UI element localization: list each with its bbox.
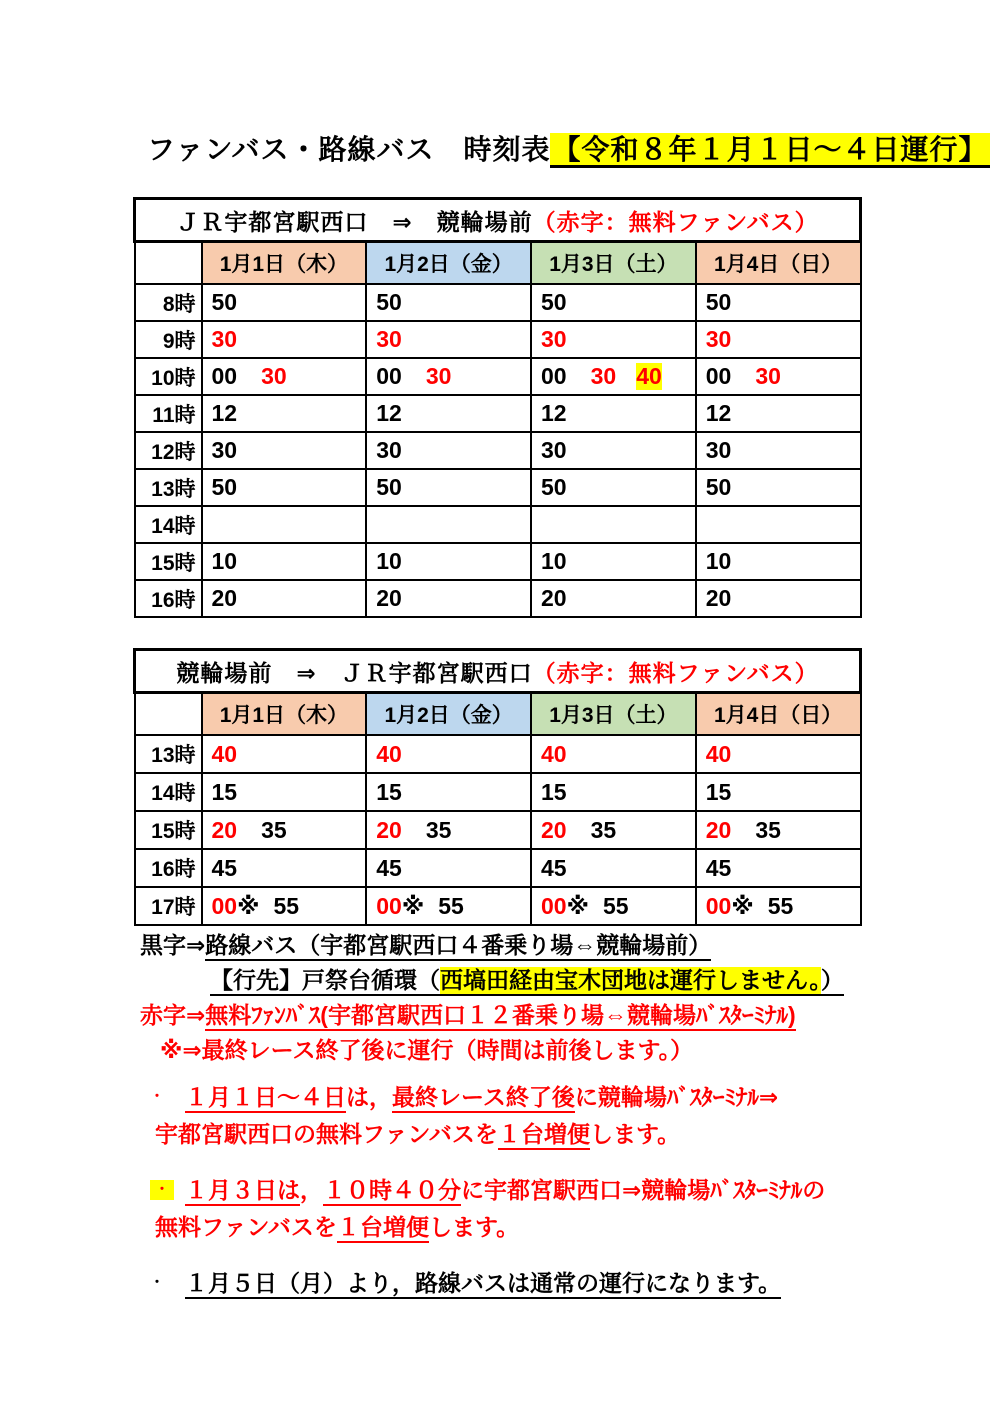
time-cell: 13時 [135, 735, 202, 773]
departure-cell [366, 321, 531, 358]
departure-cell [202, 543, 367, 580]
departure-cell [366, 849, 531, 887]
corner-cell [135, 693, 202, 736]
legend-segment: 黒字⇒ [140, 932, 206, 958]
departure-cell [696, 469, 861, 506]
departure-minute: 30 [541, 326, 567, 352]
departure-cell [202, 735, 367, 773]
note-segment: に宇都宮駅西口⇒競輪場ﾊﾞｽﾀｰﾐﾅﾙの [461, 1177, 826, 1203]
table-row [135, 432, 861, 469]
departure-minute: 30 [705, 437, 732, 463]
departure-cell [202, 773, 367, 811]
table-title-black: ＪＲ宇都宮駅西口 ⇒ 競輪場前 [176, 208, 533, 235]
departure-cell [531, 811, 696, 849]
legend-segment: 無料ﾌｧﾝﾊﾞｽ(宇都宮駅西口１２番乗り場⇔競輪場ﾊﾞｽﾀｰﾐﾅﾙ) [205, 1002, 795, 1031]
time-cell: 14時 [135, 773, 202, 811]
departure-cell [202, 469, 367, 506]
note-item [150, 1171, 825, 1246]
departure-minute: ※ [731, 892, 754, 919]
departure-minute: ※ [401, 892, 425, 919]
time-cell: 8時 [135, 284, 202, 321]
departure-minute: 40 [636, 363, 662, 389]
bullet-dot: ・ [150, 1180, 174, 1200]
departure-minute: 10 [376, 548, 402, 574]
departure-minute: 00 [705, 363, 732, 389]
departure-minute: ※ [237, 892, 260, 919]
departure-cell [366, 811, 531, 849]
departure-minute: 30 [376, 326, 402, 352]
departure-cell [531, 321, 696, 358]
bullet-dot: ・ [150, 1088, 164, 1104]
departure-minute: 35 [425, 816, 452, 843]
departure-cell [696, 887, 861, 925]
legend-segment: 西塙田経由宝木団地は運行しません。 [440, 967, 821, 996]
departure-cell [366, 395, 531, 432]
departure-cell [696, 580, 861, 617]
note-segment: します。 [428, 1214, 520, 1240]
note-segment: 宇都宮駅西口の無料ファンバスを [155, 1121, 498, 1147]
day-header-cell: 1月2日（金） [366, 693, 531, 736]
departure-cell [696, 811, 861, 849]
departure-cell [202, 849, 367, 887]
day-header-cell: 1月1日（木） [202, 242, 367, 285]
note-segment: １月５日（月）より，路線バスは通常の運行になります。 [185, 1270, 781, 1299]
departure-cell [202, 358, 367, 395]
table-row [135, 580, 861, 617]
note-segment: １０時４０分 [323, 1177, 461, 1206]
departure-minute: 10 [211, 548, 238, 574]
note-line [155, 1209, 825, 1246]
departure-cell [366, 580, 531, 617]
time-cell: 15時 [135, 543, 202, 580]
departure-minute: 30 [261, 363, 287, 389]
departure-minute: 55 [767, 892, 794, 919]
table-row [135, 506, 861, 543]
time-cell: 16時 [135, 849, 202, 887]
departure-cell [531, 358, 696, 395]
time-cell: 10時 [135, 358, 202, 395]
departure-minute: 50 [376, 289, 402, 315]
table-row [135, 469, 861, 506]
day-header-cell: 1月3日（土） [531, 693, 696, 736]
table-title-black: 競輪場前 ⇒ ＪＲ宇都宮駅西口 [176, 659, 533, 686]
departure-cell [366, 284, 531, 321]
departure-minute: 15 [541, 778, 567, 805]
departure-cell [531, 580, 696, 617]
departure-minute: 15 [211, 778, 238, 805]
departure-minute: 35 [590, 816, 617, 843]
note-line [150, 1078, 825, 1116]
day-header-row [135, 242, 861, 285]
departure-minute: 40 [376, 740, 402, 767]
departure-minute: 35 [261, 816, 287, 843]
departure-minute: 00 [541, 892, 567, 919]
departure-minute: 20 [376, 816, 402, 843]
time-cell: 13時 [135, 469, 202, 506]
time-cell: 12時 [135, 432, 202, 469]
departure-cell [366, 432, 531, 469]
timetable-body [135, 199, 861, 618]
page-title [147, 128, 990, 168]
departure-minute: 20 [376, 585, 402, 611]
departure-minute: 12 [541, 400, 567, 426]
departure-cell [366, 358, 531, 395]
table-row [135, 543, 861, 580]
departure-minute: 45 [541, 854, 567, 881]
departure-cell [531, 849, 696, 887]
timetable-table [133, 197, 862, 618]
departure-minute: 45 [376, 854, 402, 881]
note-item [150, 1078, 825, 1153]
bullet-marker [150, 1264, 185, 1302]
departure-cell [696, 849, 861, 887]
note-segment: は， [346, 1084, 392, 1110]
departure-minute: 30 [211, 437, 238, 463]
departure-cell [696, 395, 861, 432]
time-cell: 14時 [135, 506, 202, 543]
note-segment: します。 [589, 1121, 681, 1147]
departure-cell [202, 395, 367, 432]
departure-cell [531, 432, 696, 469]
note-line [155, 1116, 825, 1153]
departure-cell [531, 773, 696, 811]
table-row [135, 811, 861, 849]
note-line [150, 1264, 825, 1302]
note-segment: 無料ファンバスを [155, 1214, 337, 1240]
bullet-dot: ・ [150, 1274, 164, 1290]
day-header-cell: 1月4日（日） [696, 693, 861, 736]
table-title-red: （赤字：無料ファンバス） [532, 208, 819, 235]
note-segment: 最終レース終了後 [392, 1084, 575, 1113]
departure-cell [202, 811, 367, 849]
departure-minute: 00 [211, 363, 238, 389]
departure-minute: ※ [566, 892, 589, 919]
note-segment: １台増便 [498, 1121, 590, 1150]
table-title-red: （赤字：無料ファンバス） [532, 659, 819, 686]
time-cell: 17時 [135, 887, 202, 925]
departure-minute: 30 [755, 363, 781, 389]
departure-cell [696, 358, 861, 395]
timetable-keirin-to-station [133, 648, 862, 926]
departure-minute: 15 [376, 778, 402, 805]
departure-minute: 45 [705, 854, 732, 881]
table-row [135, 735, 861, 773]
page-title-highlight: 【令和８年１月１日～４日運行】 [550, 133, 989, 168]
departure-minute: 12 [211, 400, 238, 426]
note-segment: ， [300, 1177, 323, 1203]
note-item [150, 1264, 825, 1302]
table-row [135, 887, 861, 925]
departure-cell [366, 735, 531, 773]
departure-cell [531, 506, 696, 543]
departure-minute: 50 [541, 289, 567, 315]
departure-cell [531, 395, 696, 432]
departure-minute: 30 [705, 326, 732, 352]
page-title-text: ファンバス・路線バス 時刻表 [147, 134, 551, 165]
departure-minute: 15 [705, 778, 732, 805]
departure-minute: 50 [541, 474, 567, 500]
departure-minute: 50 [376, 474, 402, 500]
departure-minute: 30 [541, 437, 567, 463]
departure-minute: 30 [211, 326, 238, 352]
departure-minute: 30 [590, 363, 617, 389]
departure-cell [531, 887, 696, 925]
table-title-row [135, 199, 861, 242]
departure-cell [696, 773, 861, 811]
departure-cell [202, 887, 367, 925]
legend-line [160, 1033, 844, 1068]
time-cell: 15時 [135, 811, 202, 849]
day-header-cell: 1月4日（日） [696, 242, 861, 285]
bullet-marker [150, 1171, 185, 1209]
departure-minute: 40 [211, 740, 238, 767]
legend-segment: ） [821, 967, 844, 996]
departure-cell [696, 543, 861, 580]
departure-cell [202, 580, 367, 617]
departure-cell [366, 469, 531, 506]
departure-minute: 50 [211, 474, 238, 500]
timetable-table [133, 648, 862, 926]
departure-cell [696, 432, 861, 469]
note-segment: １月３日は [185, 1177, 300, 1206]
table-row [135, 849, 861, 887]
departure-minute: 40 [705, 740, 732, 767]
table-row [135, 773, 861, 811]
departure-minute: 00 [376, 892, 402, 919]
table-title-row [135, 650, 861, 693]
departure-minute: 20 [541, 816, 567, 843]
departure-cell [202, 321, 367, 358]
departure-minute: 55 [438, 892, 464, 919]
departure-minute: 00 [705, 892, 732, 919]
departure-cell [366, 506, 531, 543]
departure-minute: 20 [211, 585, 238, 611]
day-header-cell: 1月3日（土） [531, 242, 696, 285]
departure-cell [366, 773, 531, 811]
note-segment: に競輪場ﾊﾞｽﾀｰﾐﾅﾙ⇒ [574, 1084, 779, 1110]
departure-cell [366, 887, 531, 925]
legend-line [140, 928, 844, 963]
departure-minute: 45 [211, 854, 238, 881]
legend-segment: ※⇒最終レース終了後に運行（時間は前後します。） [160, 1037, 694, 1063]
departure-minute: 10 [541, 548, 567, 574]
departure-minute: 30 [425, 363, 452, 389]
departure-minute: 50 [705, 289, 732, 315]
bullet-marker [150, 1078, 185, 1116]
note-segment: １月１日～４日 [185, 1084, 346, 1113]
note-line [150, 1171, 825, 1209]
departure-minute: 55 [602, 892, 629, 919]
departure-cell [531, 284, 696, 321]
legend-line [210, 963, 844, 998]
table-title-cell [135, 199, 861, 242]
departure-cell [202, 284, 367, 321]
departure-minute: 00 [211, 892, 238, 919]
legend-line [140, 998, 844, 1033]
departure-minute: 12 [705, 400, 732, 426]
legend-segment: 赤字⇒ [140, 1002, 206, 1028]
departure-minute: 20 [705, 585, 732, 611]
departure-cell [202, 506, 367, 543]
table-row [135, 395, 861, 432]
departure-minute: 40 [541, 740, 567, 767]
departure-minute: 20 [705, 816, 732, 843]
time-cell: 11時 [135, 395, 202, 432]
departure-cell [366, 543, 531, 580]
table-row [135, 358, 861, 395]
departure-minute: 20 [211, 816, 238, 843]
time-cell: 16時 [135, 580, 202, 617]
legend-segment: 路線バス（宇都宮駅西口４番乗り場⇔競輪場前） [205, 932, 711, 961]
departure-minute: 20 [541, 585, 567, 611]
day-header-cell: 1月1日（木） [202, 693, 367, 736]
departure-minute: 50 [211, 289, 238, 315]
day-header-row [135, 693, 861, 736]
table-row [135, 284, 861, 321]
legend-segment: 【行先】戸祭台循環（ [210, 967, 440, 996]
departure-minute: 35 [755, 816, 781, 843]
departure-minute: 00 [541, 363, 567, 389]
departure-minute: 12 [376, 400, 402, 426]
note-segment: １台増便 [337, 1214, 429, 1243]
departure-minute: 10 [705, 548, 732, 574]
departure-cell [696, 735, 861, 773]
timetable-station-to-keirin [133, 197, 862, 618]
departure-cell [531, 735, 696, 773]
departure-minute: 00 [376, 363, 402, 389]
departure-cell [696, 506, 861, 543]
time-cell: 9時 [135, 321, 202, 358]
departure-minute: 30 [376, 437, 402, 463]
day-header-cell: 1月2日（金） [366, 242, 531, 285]
departure-cell [696, 284, 861, 321]
corner-cell [135, 242, 202, 285]
timetable-body [135, 650, 861, 926]
departure-cell [696, 321, 861, 358]
departure-minute: 50 [705, 474, 732, 500]
notes-block [150, 1078, 825, 1320]
departure-minute: 55 [273, 892, 300, 919]
departure-cell [531, 469, 696, 506]
legend-block [140, 928, 844, 1068]
table-row [135, 321, 861, 358]
departure-cell [202, 432, 367, 469]
departure-cell [531, 543, 696, 580]
table-title-cell [135, 650, 861, 693]
